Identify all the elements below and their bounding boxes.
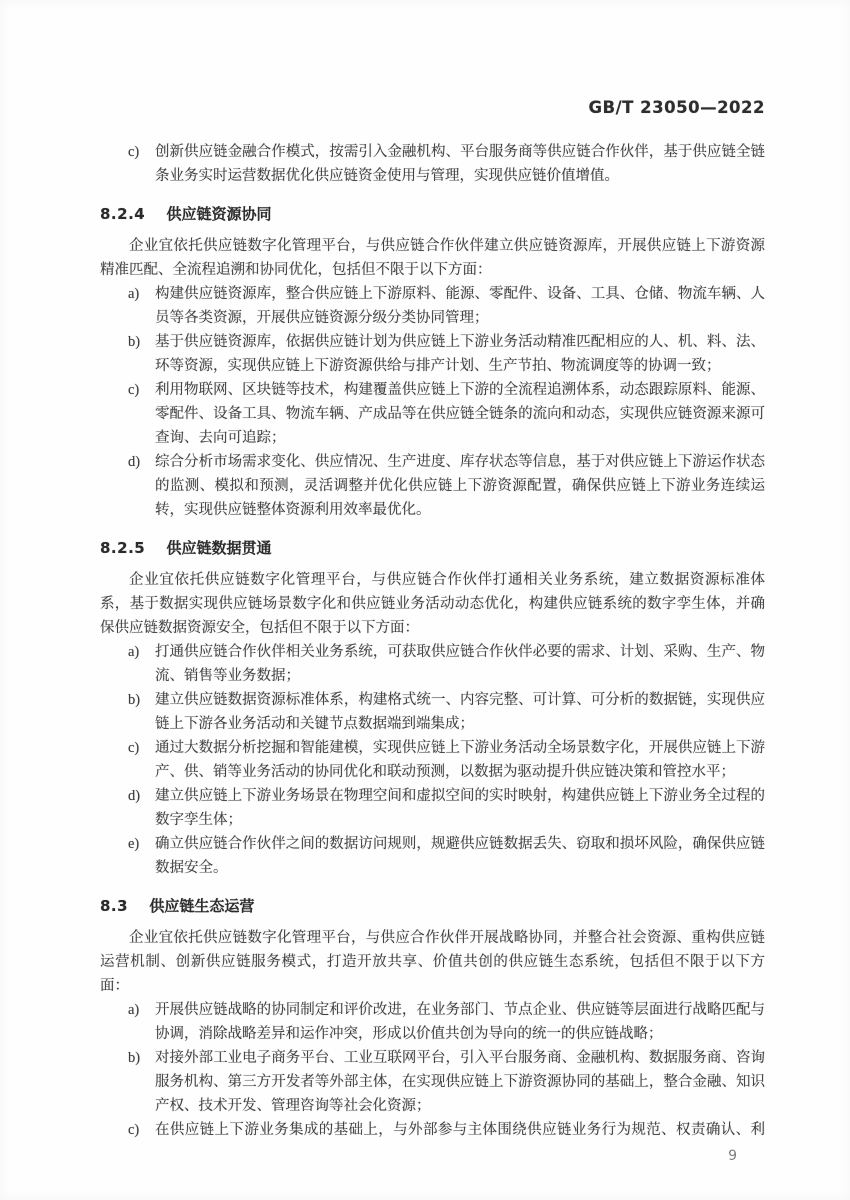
list-item-text: 打通供应链合作伙伴相关业务系统，可获取供应链合作伙伴必要的需求、计划、采购、生产、物流、销售等业务数据；: [155, 644, 765, 684]
list-item-text: 通过大数据分析挖掘和智能建模，实现供应链上下游业务活动全场景数字化，开展供应链上下游产、供、销等业务活动的协同优化和联动预测，以数据为驱动提升供应链决策和管控水平；: [155, 740, 765, 780]
section-number: 8.2.5: [100, 539, 146, 557]
list-item: [100, 378, 765, 450]
list-item-label: d): [128, 454, 141, 470]
list-item-label: c): [128, 144, 140, 160]
list-item-label: a): [128, 286, 140, 302]
section-title: 供应链生态运营: [149, 897, 255, 915]
list-item-label: c): [128, 740, 140, 756]
section-number: 8.2.4: [100, 205, 146, 223]
list-item: [100, 140, 765, 188]
section-title: 供应链数据贯通: [166, 539, 272, 557]
body-paragraph: 企业宜依托供应链数字化管理平台，与供应合作伙伴开展战略协同，并整合社会资源、重构供应链运营机制、创新供应链服务模式，打造开放共享、价值共创的供应链生态系统，包括但不限于以下方面：: [100, 930, 765, 994]
list-item-text: 确立供应链合作伙伴之间的数据访问规则，规避供应链数据丢失、窃取和损坏风险，确保供应链数据安全。: [155, 836, 765, 876]
list-item-label: b): [128, 1050, 141, 1066]
list-item: [100, 282, 765, 330]
document-content: [100, 0, 765, 1164]
list-item-text: 对接外部工业电子商务平台、工业互联网平台，引入平台服务商、金融机构、数据服务商、咨询服务机构、第三方开发者等外部主体，在实现供应链上下游资源协同的基础上，整合金融、知识产权、技术开发、管理咨询等社会化资源；: [155, 1050, 765, 1114]
list-item-truncated: [100, 1118, 765, 1142]
list-item-label: c): [128, 1122, 140, 1138]
list-item-label: d): [128, 788, 141, 804]
list-item-text: 构建供应链资源库，整合供应链上下游原料、能源、零配件、设备、工具、仓储、物流车辆、人员等各类资源，开展供应链资源分级分类协同管理；: [155, 286, 765, 326]
section-number: 8.3: [100, 897, 129, 915]
standard-code: GB/T 23050—2022: [588, 98, 765, 117]
list-item-text: 基于供应链资源库，依据供应链计划为供应链上下游业务活动精准匹配相应的人、机、料、法、环等资源，实现供应链上下游资源供给与排产计划、生产节拍、物流调度等的协调一致；: [155, 334, 765, 374]
list-item-text: 在供应链上下游业务集成的基础上，与外部参与主体围绕供应链业务行为规范、权责确认、利: [155, 1122, 765, 1138]
list-item-label: b): [128, 692, 141, 708]
list-item-text: 开展供应链战略的协同制定和评价改进，在业务部门、节点企业、供应链等层面进行战略匹配与协调，消除战略差异和运作冲突，形成以价值共创为导向的统一的供应链战略；: [155, 1002, 765, 1042]
list-item: [100, 450, 765, 522]
section-heading: [100, 202, 765, 226]
list-item-text: 创新供应链金融合作模式，按需引入金融机构、平台服务商等供应链合作伙伴，基于供应链全链条业务实时运营数据优化供应链资金使用与管理，实现供应链价值增值。: [155, 144, 765, 184]
list-item: [100, 832, 765, 880]
list-item: [100, 784, 765, 832]
list-item: [100, 640, 765, 688]
page-number: 9: [728, 1148, 737, 1164]
list-item: [100, 998, 765, 1046]
list-item: [100, 1046, 765, 1118]
section-heading: [100, 894, 765, 918]
list-item-label: a): [128, 644, 140, 660]
body-paragraph: 企业宜依托供应链数字化管理平台，与供应链合作伙伴建立供应链资源库，开展供应链上下游资源精准匹配、全流程追溯和协同优化，包括但不限于以下方面：: [100, 238, 765, 278]
list-item-text: 建立供应链上下游业务场景在物理空间和虚拟空间的实时映射，构建供应链上下游业务全过程的数字孪生体；: [155, 788, 765, 828]
list-item-label: e): [128, 836, 140, 852]
list-item-label: b): [128, 334, 141, 350]
list-item-text: 综合分析市场需求变化、供应情况、生产进度、库存状态等信息，基于对供应链上下游运作状态的监测、模拟和预测，灵活调整并优化供应链上下游资源配置，确保供应链上下游业务连续运转，实现供应链整体资源利用效率最优化。: [155, 454, 765, 518]
list-item-label: a): [128, 1002, 140, 1018]
list-item-label: c): [128, 382, 140, 398]
section-heading: [100, 536, 765, 560]
section-title: 供应链资源协同: [166, 205, 272, 223]
page-header: [100, 97, 765, 119]
list-item: [100, 330, 765, 378]
list-item: [100, 736, 765, 784]
body-paragraph: 企业宜依托供应链数字化管理平台，与供应链合作伙伴打通相关业务系统，建立数据资源标准体系，基于数据实现供应链场景数字化和供应链业务活动动态优化，构建供应链系统的数字孪生体，并确保供应链数据资源安全，包括但不限于以下方面：: [100, 572, 765, 636]
list-item-text: 利用物联网、区块链等技术，构建覆盖供应链上下游的全流程追溯体系，动态跟踪原料、能源、零配件、设备工具、物流车辆、产成品等在供应链全链条的流向和动态，实现供应链资源来源可查询、去向可追踪；: [155, 382, 765, 446]
list-item: [100, 688, 765, 736]
list-item-text: 建立供应链数据资源标准体系，构建格式统一、内容完整、可计算、可分析的数据链，实现供应链上下游各业务活动和关键节点数据端到端集成；: [155, 692, 765, 732]
